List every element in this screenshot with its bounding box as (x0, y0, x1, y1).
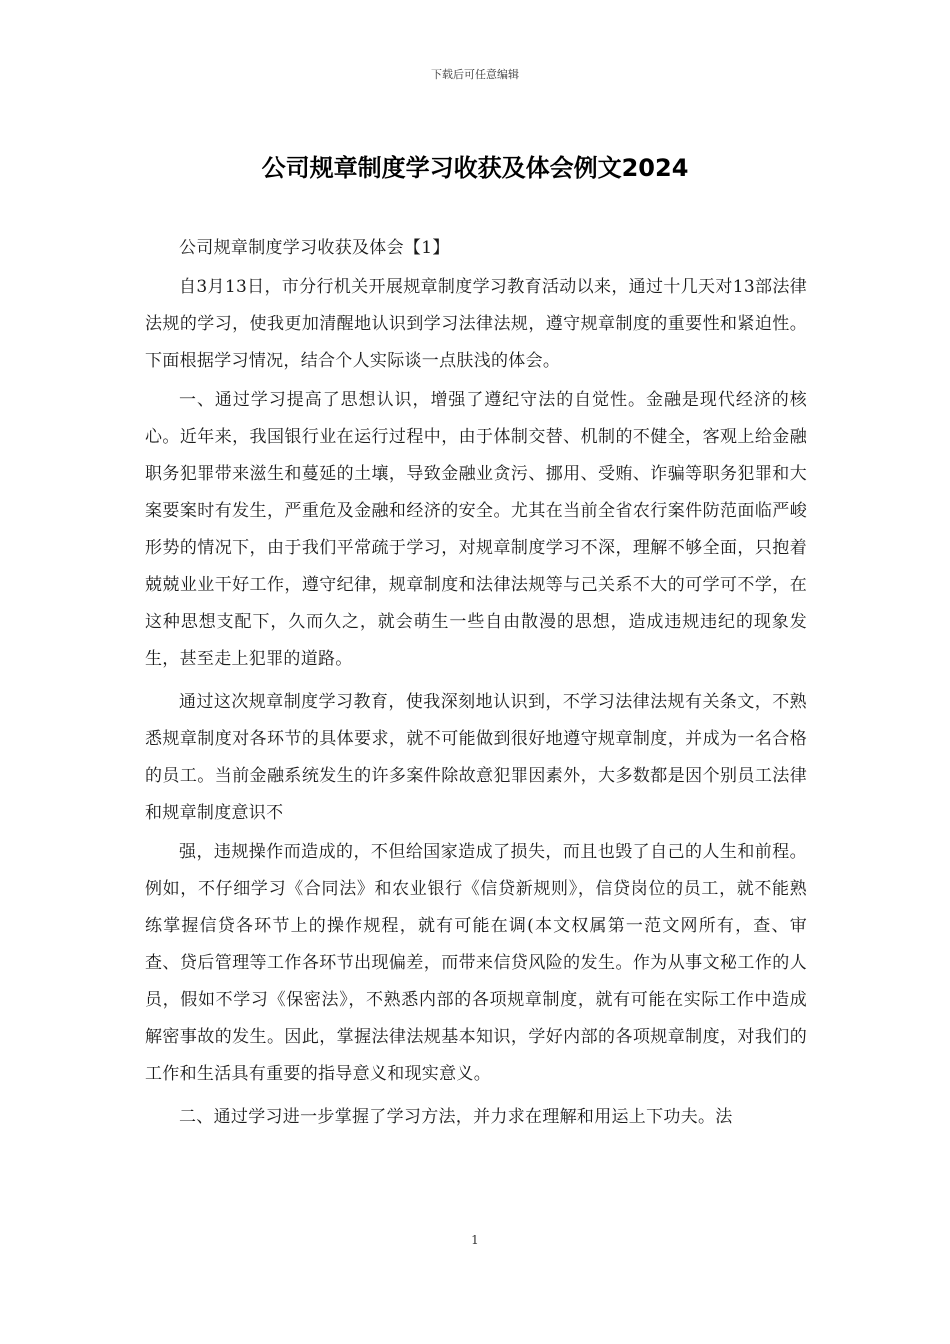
document-body (145, 230, 807, 1138)
section-heading: 公司规章制度学习收获及体会【1】 (179, 238, 450, 258)
paragraph-point-two: 二、通过学习进一步掌握了学习方法，并力求在理解和用运上下功夫。法 (179, 1107, 733, 1127)
paragraph-intro: 自3月13日，市分行机关开展规章制度学习教育活动以来，通过十几天对13部法律法规的学习，使我更加清醒地认识到学习法律法规，遵守规章制度的重要性和紧迫性。下面根据学习情况，结合个人实际谈一点肤浅的体会。 (145, 277, 807, 371)
page-header-note: 下载后可任意编辑 (431, 68, 519, 81)
paragraph-education-awareness: 通过这次规章制度学习教育，使我深刻地认识到，不学习法律法规有关条文，不熟悉规章制度对各环节的具体要求，就不可能做到很好地遵守规章制度，并成为一名合格的员工。当前金融系统发生的许多案件除故意犯罪因素外，大多数都是因个别员工法律和规章制度意识不 (145, 692, 807, 823)
paragraph-point-one: 一、通过学习提高了思想认识，增强了遵纪守法的自觉性。金融是现代经济的核心。近年来，我国银行业在运行过程中，由于体制交替、机制的不健全，客观上给金融职务犯罪带来滋生和蔓延的土壤，导致金融业贪污、挪用、受贿、诈骗等职务犯罪和大案要案时有发生，严重危及金融和经济的安全。尤其在当前全省农行案件防范面临严峻形势的情况下，由于我们平常疏于学习，对规章制度学习不深，理解不够全面，只抱着兢兢业业干好工作，遵守纪律，规章制度和法律法规等与己关系不大的可学可不学，在这种思想支配下，久而久之，就会萌生一些自由散漫的思想，造成违规违纪的现象发生，甚至走上犯罪的道路。 (145, 390, 807, 669)
page-number: 1 (471, 1233, 479, 1247)
paragraph-examples: 强，违规操作而造成的，不但给国家造成了损失，而且也毁了自己的人生和前程。例如，不仔细学习《合同法》和农业银行《信贷新规则》，信贷岗位的员工，就不能熟练掌握信贷各环节上的操作规程，就有可能在调(本文权属第一范文网所有，查、审查、贷后管理等工作各环节出现偏差，而带来信贷风险的发生。作为从事文秘工作的人员，假如不学习《保密法》，不熟悉内部的各项规章制度，就有可能在实际工作中造成解密事故的发生。因此，掌握法律法规基本知识，学好内部的各项规章制度，对我们的工作和生活具有重要的指导意义和现实意义。 (145, 842, 807, 1084)
document-title: 公司规章制度学习收获及体会例文2024 (261, 154, 689, 182)
